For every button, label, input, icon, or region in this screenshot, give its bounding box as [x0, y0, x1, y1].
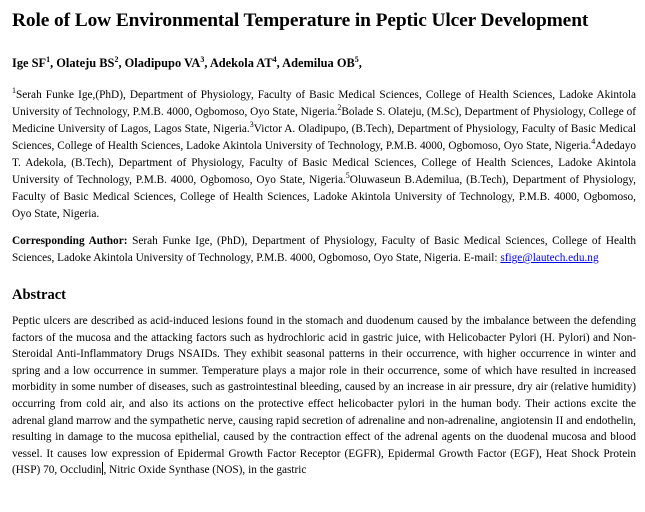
abstract-heading: Abstract — [12, 287, 66, 303]
author-separator: , — [118, 56, 125, 70]
affiliation-text: Adedayo T. Adekola, (B.Tech), Department of Physiology, Faculty of Basic Medical Sciences, College of Health Sciences, Ladoke Akintola University of Technology, P.M.B. 4000, Ogbomoso, Oyo State, Nigeria. — [12, 140, 636, 186]
author-separator: , — [276, 56, 283, 70]
author-separator: , — [358, 56, 362, 70]
affiliations-block — [12, 87, 636, 223]
author-affiliation-number: 1 — [46, 54, 51, 64]
author-affiliation-number: 3 — [200, 54, 205, 64]
affiliation-number: 2 — [337, 103, 342, 113]
abstract-text-part-1: Peptic ulcers are described as acid-induced lesions found in the stomach and duodenum caused by the imbalance between the defending factors of the mucosa and the attacking factors such as hydrochloric acid in gastric juice, with Helicobacter Pylori (H. Pylori) and Non-Steroidal Anti-Inflammatory Drugs NSAIDs. They exhibit seasonal patterns in their occurrence, with higher occurrence in winter and spring and a low occurrence in summer. Temperature plays a major role in their occurrence, some of which have resulted in increased morbidity in some number of diseases, such as gastrointestinal bleeding, caused by an increase in air pressure, dry air (relative humidity) occurring from cold air, and also its actions on the protective effect helicobacter pylori in the human body. Their actions excite the adrenal gland marrow and the sympathetic nerve, causing rapid secretion of adrenaline and non-adrenaline, angiotensin II and endothelin, resulting in damage to the mucosa epithelial, caused by the contraction effect of the adrenal agents on the duodenal mucosa and blood vessel. It causes low expression of Epidermal Growth Factor Receptor (EGFR), Epidermal Growth Factor (EGF), Heat Shock Protein (HSP) 70, Occludin — [12, 315, 636, 477]
author-entry — [56, 56, 124, 70]
author-entry — [210, 56, 282, 70]
paper-title: Role of Low Environmental Temperature in Peptic Ulcer Development — [12, 10, 589, 31]
affiliation-text: Oluwaseun B.Ademilua, (B.Tech), Department of Physiology, Faculty of Basic Medical Sciences, College of Health Sciences, Ladoke Akintola University of Technology, P.M.B. 4000, Ogbomoso, Oyo State, Nigeria. — [12, 174, 636, 220]
affiliation-number: 3 — [249, 120, 254, 130]
author-entry — [282, 56, 362, 70]
author-affiliation-number: 2 — [114, 54, 119, 64]
author-name: Ige SF — [12, 56, 47, 70]
author-list — [12, 55, 636, 71]
document-page — [12, 8, 636, 479]
author-separator: , — [204, 56, 210, 70]
author-separator: , — [50, 56, 57, 70]
corresponding-author-text: Serah Funke Ige, (PhD), Department of Physiology, Faculty of Basic Medical Sciences, College of Health Sciences, Ladoke Akintola University of Technology, P.M.B. 4000, Ogbomoso, Oyo State, Nigeria. E-mail: — [12, 235, 636, 264]
affiliation-text: Victor A. Oladipupo, (B.Tech), Department of Physiology, Faculty of Basic Medical Sciences, College of Health Sciences, Ladoke Akintola University of Technology, P.M.B. 4000, Ogbomoso, Oyo State, Nigeria. — [12, 123, 636, 152]
affiliation-number: 1 — [12, 86, 16, 96]
author-entry — [12, 56, 56, 70]
author-name: Adekola AT — [209, 56, 273, 70]
corresponding-author-block — [12, 233, 636, 267]
author-name: Ademilua OB — [282, 56, 355, 70]
author-affiliation-number: 5 — [354, 54, 359, 64]
affiliation-number: 4 — [591, 137, 596, 147]
author-entry — [125, 56, 210, 70]
author-affiliation-number: 4 — [272, 54, 277, 64]
affiliation-number: 5 — [345, 171, 350, 181]
email-link[interactable]: sfige@lautech.edu.ng — [500, 252, 599, 264]
abstract-text-part-2: , Nitric Oxide Synthase (NOS), in the gastric — [103, 464, 307, 477]
corresponding-author-label: Corresponding Author: — [12, 235, 128, 247]
abstract-text[interactable] — [12, 313, 636, 479]
author-name: Oladipupo VA — [124, 56, 201, 70]
affiliation-text: Serah Funke Ige,(PhD), Department of Physiology, Faculty of Basic Medical Sciences, College of Health Sciences, Ladoke Akintola University of Technology, P.M.B. 4000, Ogbomoso, Oyo State, Nigeria. — [12, 89, 636, 118]
affiliation-text: Bolade S. Olateju, (M.Sc), Department of Physiology, College of Medicine University of Lagos, Lagos State, Nigeria. — [12, 106, 636, 135]
author-name: Olateju BS — [56, 56, 115, 70]
